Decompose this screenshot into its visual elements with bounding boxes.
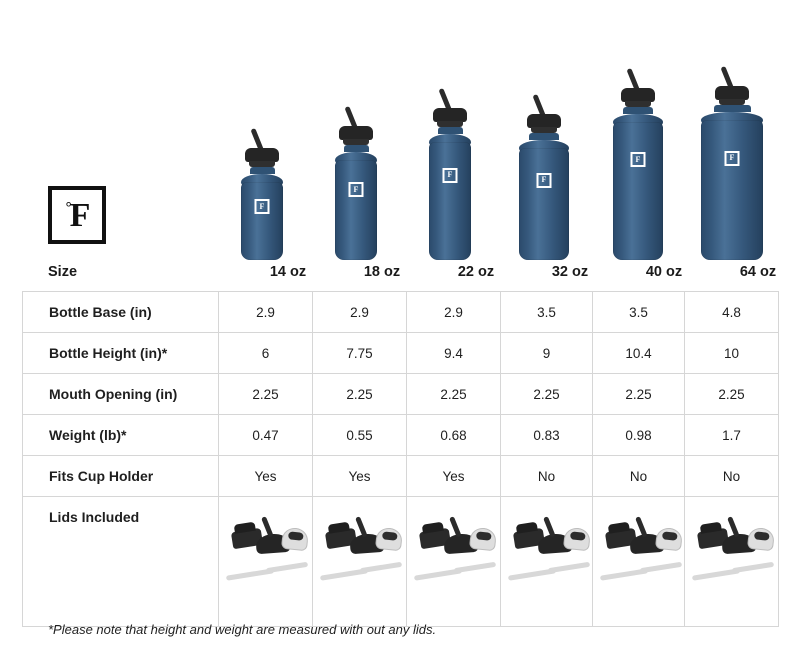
bottle-graphic xyxy=(613,88,663,260)
bottle-logo-badge xyxy=(631,152,646,167)
table-row-lids xyxy=(23,497,779,627)
table-row xyxy=(23,456,779,497)
bottle-14-oz xyxy=(215,60,309,260)
straw-bar-icon xyxy=(548,562,590,574)
straw-lid-icon xyxy=(241,148,283,162)
size-column-3: 32 oz xyxy=(551,264,589,280)
bottle-40-oz xyxy=(591,60,685,260)
bottle-logo-badge xyxy=(537,173,552,188)
collar-icon xyxy=(625,101,651,107)
cell-value: 0.98 xyxy=(593,415,685,456)
lids-cell xyxy=(313,497,407,627)
size-column-0: 14 oz xyxy=(269,264,307,280)
chug-lid-icon xyxy=(469,527,497,552)
brand-logo-mark xyxy=(65,199,90,233)
lid-set-graphic xyxy=(220,498,311,610)
straw-bar-icon xyxy=(454,562,496,574)
lid-set-graphic xyxy=(502,498,591,610)
bottle-graphic xyxy=(335,126,377,260)
cell-value: 2.9 xyxy=(407,292,501,333)
cell-value: 10 xyxy=(685,333,779,374)
table-row xyxy=(23,374,779,415)
bottle-22-oz xyxy=(403,60,497,260)
cell-value: Yes xyxy=(313,456,407,497)
cell-value: 2.25 xyxy=(407,374,501,415)
row-label: Fits Cup Holder xyxy=(23,456,219,497)
cell-value: 1.7 xyxy=(685,415,779,456)
table-row xyxy=(23,415,779,456)
bottle-graphic xyxy=(429,108,471,260)
lid-set-graphic xyxy=(408,498,499,610)
bottle-logo-letter: F xyxy=(259,201,265,211)
cell-value: 7.75 xyxy=(313,333,407,374)
cell-value: 3.5 xyxy=(593,292,685,333)
footnote: *Please note that height and weight are measured with out any lids. xyxy=(48,622,437,637)
straw-bar-icon xyxy=(640,562,682,574)
row-label: Bottle Height (in)* xyxy=(23,333,219,374)
row-label: Lids Included xyxy=(23,497,219,627)
size-column-2: 22 oz xyxy=(457,264,495,280)
cell-value: 2.25 xyxy=(313,374,407,415)
bottle-body xyxy=(335,160,377,260)
bottle-logo-badge xyxy=(255,199,270,214)
bottle-logo-letter: F xyxy=(635,154,641,164)
size-column-5: 64 oz xyxy=(739,264,777,280)
lid-set-graphic xyxy=(594,498,683,610)
bottle-illustration-row xyxy=(215,60,779,260)
bottle-logo-letter: F xyxy=(353,184,359,194)
row-label: Mouth Opening (in) xyxy=(23,374,219,415)
cell-value: No xyxy=(501,456,593,497)
bottle-32-oz xyxy=(497,60,591,260)
cap-icon xyxy=(527,114,561,128)
collar-icon xyxy=(343,139,369,145)
collar-icon xyxy=(531,127,557,133)
cell-value: 2.25 xyxy=(219,374,313,415)
bottle-neck xyxy=(344,145,369,152)
bottle-18-oz xyxy=(309,60,403,260)
collar-icon xyxy=(719,99,745,105)
straw-bar-icon xyxy=(732,562,774,574)
chug-lid-icon xyxy=(747,527,775,552)
cell-value: 3.5 xyxy=(501,292,593,333)
cell-value: Yes xyxy=(407,456,501,497)
cap-icon xyxy=(339,126,373,140)
row-label: Weight (lb)* xyxy=(23,415,219,456)
cell-value: 2.25 xyxy=(685,374,779,415)
bottle-logo-letter: F xyxy=(729,153,735,163)
row-label: Bottle Base (in) xyxy=(23,292,219,333)
cell-value: 2.25 xyxy=(501,374,593,415)
bottle-logo-badge xyxy=(725,151,740,166)
cap-icon xyxy=(621,88,655,102)
straw-lid-icon xyxy=(429,108,471,122)
lids-cell xyxy=(407,497,501,627)
bottle-logo-letter: F xyxy=(447,170,453,180)
bottle-neck xyxy=(714,105,751,112)
collar-icon xyxy=(249,161,275,167)
cap-icon xyxy=(245,148,279,162)
cell-value: 6 xyxy=(219,333,313,374)
cap-icon xyxy=(715,86,749,100)
bottle-logo-badge xyxy=(443,168,458,183)
lids-cell xyxy=(219,497,313,627)
cell-value: 0.55 xyxy=(313,415,407,456)
size-header-row xyxy=(48,264,778,290)
chug-lid-icon xyxy=(563,527,591,552)
bottle-body xyxy=(429,142,471,260)
bottle-graphic xyxy=(241,148,283,260)
cell-value: 0.83 xyxy=(501,415,593,456)
cell-value: 2.25 xyxy=(593,374,685,415)
cell-value: 9 xyxy=(501,333,593,374)
brand-logo xyxy=(48,186,106,244)
cell-value: 0.68 xyxy=(407,415,501,456)
bottle-body xyxy=(241,182,283,260)
lid-set-graphic xyxy=(686,498,777,610)
chug-lid-icon xyxy=(655,527,683,552)
cell-value: 2.9 xyxy=(313,292,407,333)
bottle-logo-letter: F xyxy=(541,175,547,185)
bottle-graphic xyxy=(701,86,763,260)
cell-value: Yes xyxy=(219,456,313,497)
collar-icon xyxy=(437,121,463,127)
table-row xyxy=(23,333,779,374)
straw-lid-icon xyxy=(519,114,569,128)
degree-symbol-icon: ° xyxy=(65,199,71,216)
lids-cell xyxy=(501,497,593,627)
lids-cell xyxy=(685,497,779,627)
bottle-body xyxy=(519,148,569,260)
bottle-graphic xyxy=(519,114,569,260)
table-row xyxy=(23,292,779,333)
cell-value: No xyxy=(685,456,779,497)
cell-value: 0.47 xyxy=(219,415,313,456)
bottle-logo-badge xyxy=(349,182,364,197)
cap-icon xyxy=(433,108,467,122)
cell-value: No xyxy=(593,456,685,497)
bottle-neck xyxy=(623,107,653,114)
brand-logo-letter: F xyxy=(69,197,90,234)
bottle-neck xyxy=(250,167,275,174)
straw-lid-icon xyxy=(335,126,377,140)
straw-lid-icon xyxy=(613,88,663,102)
lids-cell xyxy=(593,497,685,627)
cell-value: 2.9 xyxy=(219,292,313,333)
cell-value: 9.4 xyxy=(407,333,501,374)
chug-lid-icon xyxy=(375,527,403,552)
size-column-1: 18 oz xyxy=(363,264,401,280)
lid-set-graphic xyxy=(314,498,405,610)
size-column-4: 40 oz xyxy=(645,264,683,280)
size-row-label: Size xyxy=(48,264,78,280)
chug-lid-icon xyxy=(281,527,309,552)
bottle-neck xyxy=(438,127,463,134)
cell-value: 10.4 xyxy=(593,333,685,374)
straw-bar-icon xyxy=(360,562,402,574)
spec-table xyxy=(22,291,779,627)
bottle-64-oz xyxy=(685,60,779,260)
cell-value: 4.8 xyxy=(685,292,779,333)
straw-bar-icon xyxy=(266,562,308,574)
bottle-body xyxy=(613,122,663,260)
bottle-neck xyxy=(529,133,559,140)
bottle-body xyxy=(701,120,763,260)
straw-lid-icon xyxy=(701,86,763,100)
